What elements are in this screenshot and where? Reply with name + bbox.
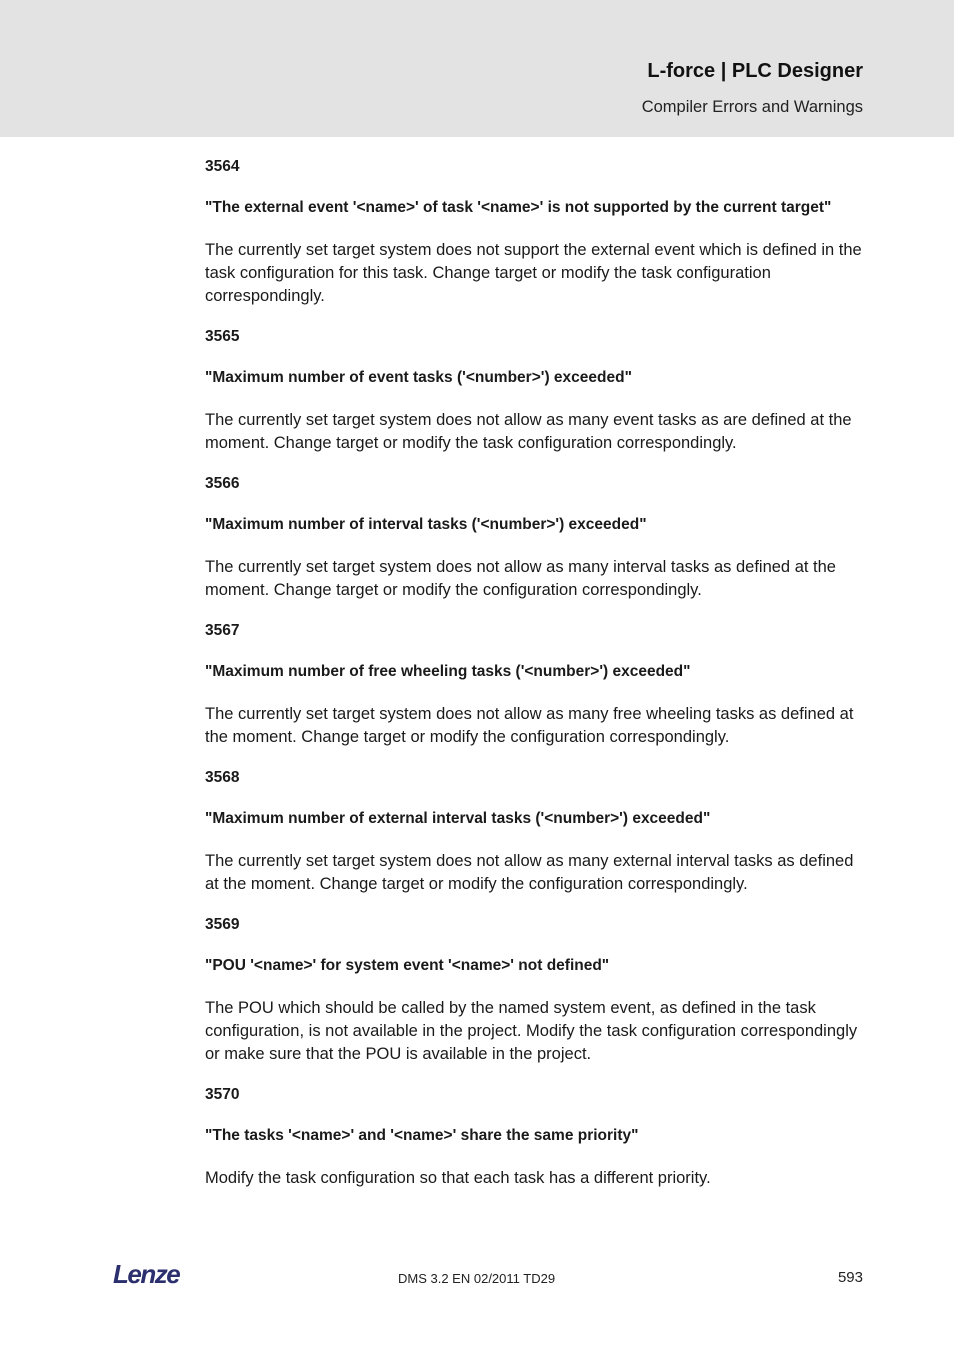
error-code: 3566	[205, 475, 240, 492]
section-title: Compiler Errors and Warnings	[641, 98, 863, 116]
error-message: "Maximum number of free wheeling tasks ('<number>') exceeded"	[205, 663, 691, 680]
error-entry	[205, 768, 867, 896]
error-message: "POU '<name>' for system event '<name>' not defined"	[205, 957, 610, 974]
error-entry	[205, 474, 867, 602]
error-description: The currently set target system does not allow as many event tasks as are defined at the moment. Change target or modify the task configuration correspondingly.	[205, 411, 852, 452]
error-message: "The tasks '<name>' and '<name>' share the same priority"	[205, 1127, 639, 1144]
error-message: "Maximum number of interval tasks ('<number>') exceeded"	[205, 516, 647, 533]
error-entry	[205, 915, 867, 1066]
error-code: 3569	[205, 916, 240, 933]
error-message: "The external event '<name>' of task '<name>' is not supported by the current target"	[205, 199, 832, 216]
error-code: 3570	[205, 1086, 240, 1103]
error-entry	[205, 621, 867, 749]
document-title: L-force | PLC Designer	[647, 60, 863, 82]
error-code: 3568	[205, 769, 240, 786]
error-description: The currently set target system does not allow as many interval tasks as defined at the moment. Change target or modify the configuration correspondingly.	[205, 558, 836, 599]
error-entry	[205, 157, 867, 308]
page-number: 593	[837, 1269, 863, 1286]
error-entry	[205, 327, 867, 455]
error-description: The POU which should be called by the named system event, as defined in the task configuration, is not available in the project. Modify the task configuration correspondingly or make sure that the POU is available in the project.	[205, 999, 858, 1063]
error-code: 3564	[205, 158, 240, 175]
error-description: Modify the task configuration so that each task has a different priority.	[205, 1169, 711, 1187]
error-description: The currently set target system does not support the external event which is defined in the task configuration for this task. Change target or modify the task configuration correspondingly.	[205, 241, 862, 305]
error-message: "Maximum number of event tasks ('<number>') exceeded"	[205, 369, 632, 386]
error-code: 3565	[205, 328, 240, 345]
error-message: "Maximum number of external interval tasks ('<number>') exceeded"	[205, 810, 711, 827]
document-id: DMS 3.2 EN 02/2011 TD29	[398, 1271, 556, 1286]
error-entry	[205, 1085, 867, 1190]
main-content	[205, 157, 867, 1209]
error-description: The currently set target system does not allow as many external interval tasks as defined at the moment. Change target or modify the configuration correspondingly.	[205, 852, 854, 893]
lenze-logo: Lenze	[113, 1259, 180, 1289]
error-code: 3567	[205, 622, 240, 639]
page-header	[0, 0, 954, 137]
error-description: The currently set target system does not allow as many free wheeling tasks as defined at the moment. Change target or modify the configuration correspondingly.	[205, 705, 854, 746]
